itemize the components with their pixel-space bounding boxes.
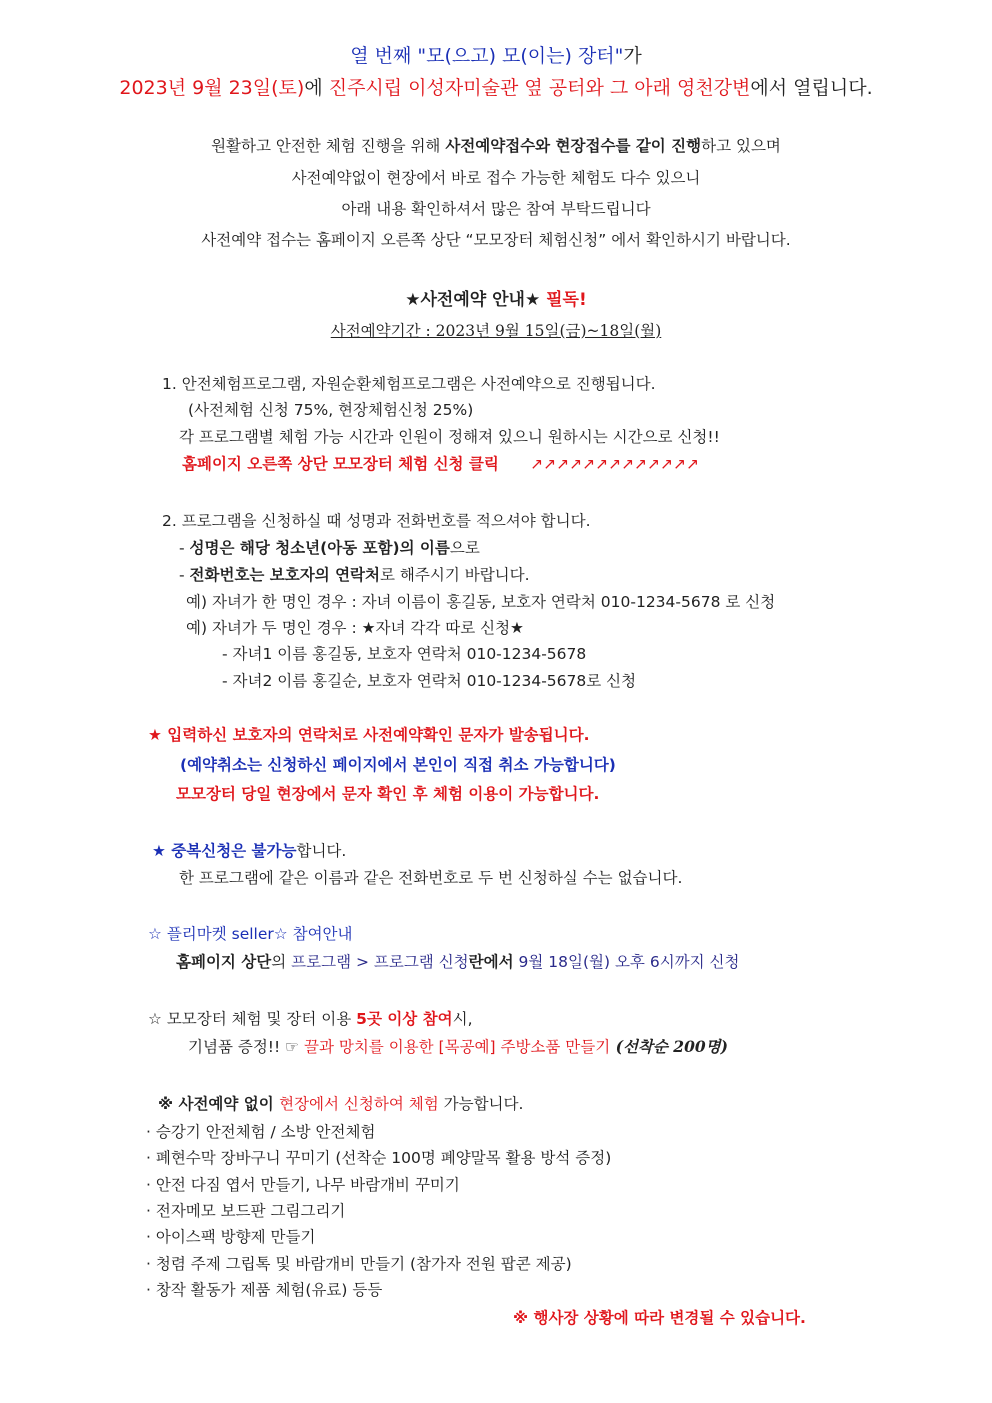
duplicate-warning: ★ 중복신청은 불가능 xyxy=(152,842,297,860)
duplicate-line2: 한 프로그램에 같은 이름과 같은 전화번호로 두 번 신청하실 수는 없습니다. xyxy=(179,869,683,887)
intro-line4: 사전예약 접수는 홈페이지 오른쪽 상단 “모모장터 체험신청” 에서 확인하시기 바랍니다. xyxy=(201,231,791,249)
reservation-period: 사전예약기간 : 2023년 9월 15일(금)~18일(월) xyxy=(330,322,662,340)
flea-l2d: 란에서 xyxy=(468,953,514,971)
reservation-must-read: 필독! xyxy=(540,290,587,310)
item2-dash: - xyxy=(179,566,190,584)
header-end: 에서 열립니다. xyxy=(750,77,873,99)
flea-program-menu: 프로그램 > 프로그램 신청 xyxy=(291,953,469,971)
onsite-item: · 안전 다짐 엽서 만들기, 나무 바람개비 꾸미기 xyxy=(146,1176,460,1194)
item2-l3c: 로 해주시기 바랍니다. xyxy=(380,566,530,584)
item2-name-rule: 성명은 해당 청소년(아동 포함)의 이름 xyxy=(189,539,450,557)
onsite-title-b: 현장에서 신청하여 체험 xyxy=(279,1095,439,1113)
header-mid: 에 xyxy=(304,77,329,99)
item2-line3 xyxy=(179,564,530,586)
flea-deadline: 9월 18일(월) 오후 6시까지 신청 xyxy=(513,953,740,971)
onsite-item: · 청렴 주제 그립톡 및 바람개비 만들기 (참가자 전원 팝콘 제공) xyxy=(146,1255,572,1273)
reservation-title-text: ★사전예약 안내★ xyxy=(405,290,541,310)
header-line1 xyxy=(0,42,992,70)
intro-l1b: 사전예약접수와 현장접수를 같이 진행 xyxy=(445,137,702,155)
onsite-item: · 승강기 안전체험 / 소방 안전체험 xyxy=(146,1123,376,1141)
gift-l1c: 시, xyxy=(452,1010,473,1028)
item2-l2c: 으로 xyxy=(449,539,480,557)
item2-line2 xyxy=(179,537,480,559)
notice-line3: 모모장터 당일 현장에서 문자 확인 후 체험 이용이 가능합니다. xyxy=(176,785,600,803)
gift-line2 xyxy=(188,1036,728,1058)
intro-l1c: 하고 있으며 xyxy=(701,137,781,155)
intro-l1a: 원활하고 안전한 체험 진행을 위해 xyxy=(211,137,446,155)
gift-l2a: 기념품 증정!! ☞ xyxy=(188,1038,304,1056)
gift-limit: (선착순 200명) xyxy=(610,1037,728,1056)
item1-line4 xyxy=(182,453,699,475)
intro-line3: 아래 내용 확인하셔서 많은 참여 부탁드립니다 xyxy=(341,200,651,218)
onsite-title xyxy=(158,1093,523,1115)
onsite-item: · 창작 활동가 제품 체험(유료) 등등 xyxy=(146,1281,383,1299)
notice-line1: ★ 입력하신 보호자의 연락처로 사전예약확인 문자가 발송됩니다. xyxy=(148,726,590,744)
item2-phone-rule: 전화번호는 보호자의 연락처 xyxy=(189,566,381,584)
onsite-item: · 아이스팩 방향제 만들기 xyxy=(146,1228,316,1246)
onsite-title-c: 가능합니다. xyxy=(438,1095,524,1113)
flea-line2 xyxy=(176,951,739,973)
intro-line1 xyxy=(0,135,992,157)
item2-sub1: - 자녀1 이름 홍길동, 보호자 연락처 010-1234-5678 xyxy=(222,645,587,663)
header-line2 xyxy=(0,74,992,102)
item2-sub2: - 자녀2 이름 홍길순, 보호자 연락처 010-1234-5678로 신청 xyxy=(222,672,637,690)
item2-example2: 예) 자녀가 두 명인 경우 : ★자녀 각각 따로 신청★ xyxy=(186,619,524,637)
gift-item: 끌과 망치를 이용한 [목공예] 주방소품 만들기 xyxy=(303,1038,611,1056)
arrow-icons: ↗↗↗↗↗↗↗↗↗↗↗↗↗ xyxy=(530,455,700,473)
duplicate-line1 xyxy=(152,840,346,862)
onsite-title-a: ※ 사전예약 없이 xyxy=(158,1095,280,1113)
onsite-item: · 폐현수막 장바구니 꾸미기 (선착순 100명 폐양말목 활용 방석 증정) xyxy=(146,1149,612,1167)
header-date: 2023년 9월 23일(토) xyxy=(119,77,305,99)
gift-line1 xyxy=(148,1008,473,1030)
header-suffix: 가 xyxy=(623,45,642,67)
item1-line2: (사전체험 신청 75%, 현장체험신청 25%) xyxy=(188,401,474,419)
header-place: 진주시립 이성자미술관 옆 공터와 그 아래 영천강변 xyxy=(328,77,751,99)
item1-line3: 각 프로그램별 체험 가능 시간과 인원이 정해져 있으니 원하시는 시간으로 신청!! xyxy=(179,428,720,446)
gift-l1a: ☆ 모모장터 체험 및 장터 이용 xyxy=(148,1010,357,1028)
item2-example1: 예) 자녀가 한 명인 경우 : 자녀 이름이 홍길동, 보호자 연락처 010-1234-5678 로 신청 xyxy=(186,593,776,611)
gift-condition: 5곳 이상 참여 xyxy=(356,1010,453,1028)
flea-homepage: 홈페이지 상단 xyxy=(176,953,272,971)
reservation-title xyxy=(0,289,992,311)
flea-l2b: 의 xyxy=(271,953,292,971)
notice-line2: (예약취소는 신청하신 페이지에서 본인이 직접 취소 가능합니다) xyxy=(180,756,616,774)
item2-dash: - xyxy=(179,539,190,557)
duplicate-l1b: 합니다. xyxy=(296,842,347,860)
item2-line1: 2. 프로그램을 신청하실 때 성명과 전화번호를 적으셔야 합니다. xyxy=(162,512,591,530)
footer-note: ※ 행사장 상황에 따라 변경될 수 있습니다. xyxy=(513,1309,806,1327)
onsite-item: · 전자메모 보드판 그림그리기 xyxy=(146,1202,346,1220)
header-event-name: 열 번째 "모(으고) 모(이는) 장터" xyxy=(350,45,624,67)
flea-title: ☆ 플리마켓 seller☆ 참여안내 xyxy=(148,925,353,943)
item1-line1: 1. 안전체험프로그램, 자원순환체험프로그램은 사전예약으로 진행됩니다. xyxy=(162,375,656,393)
homepage-apply-link[interactable]: 홈페이지 오른쪽 상단 모모장터 체험 신청 클릭 xyxy=(182,455,499,473)
intro-line2: 사전예약없이 현장에서 바로 접수 가능한 체험도 다수 있으니 xyxy=(291,169,701,187)
